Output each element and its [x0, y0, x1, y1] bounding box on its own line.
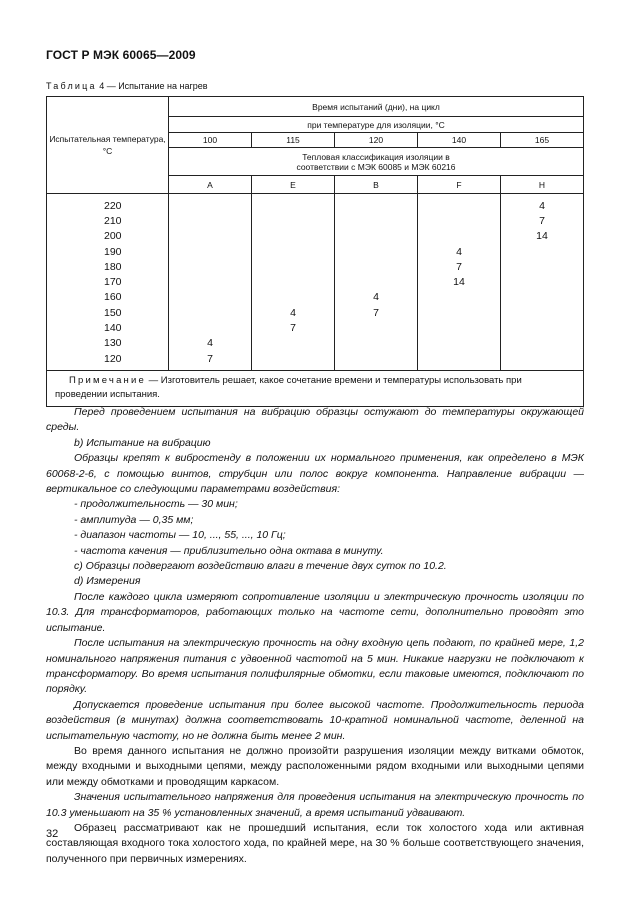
data-cell: 14 [501, 229, 584, 244]
sub-header: при температуре для изоляции, °С [169, 117, 584, 133]
temp-cell: 210 [47, 213, 169, 228]
data-cell [335, 229, 418, 244]
paragraph: Перед проведением испытания на вибрацию образцы остужают до температуры окружающей среды. [46, 406, 584, 434]
subsection-heading: b) Испытание на вибрацию [74, 436, 211, 449]
data-cell [169, 244, 252, 259]
paragraph: Значения испытательного напряжения для проведения испытания на электрическую прочность по 10.3 уменьшают на 35 % установленных значений, а время испытаний удваивают. [46, 791, 584, 819]
data-cell [252, 290, 335, 305]
temp-cell: 120 [47, 351, 169, 371]
table-note [47, 371, 584, 407]
data-cell [418, 336, 501, 351]
heating-test-table [46, 96, 584, 407]
paragraph: Образцы крепят к вибростенду в положении их нормального применения, как определено в МЭК 60068-2-6, с помощью винтов, струбцин или полос вокруг компонента. Направление вибрации — вертикальное со следующими параметрами воздействия: [46, 452, 584, 496]
page-number: 32 [46, 828, 59, 840]
note-label: Примечание [69, 375, 146, 387]
temp-header-cell: 115 [252, 133, 335, 148]
data-cell [418, 351, 501, 371]
temp-cell: 180 [47, 259, 169, 274]
temp-cell: 130 [47, 336, 169, 351]
data-cell: 14 [418, 274, 501, 289]
temp-cell: 170 [47, 274, 169, 289]
data-cell [252, 213, 335, 228]
top-header: Время испытаний (дни), на цикл [169, 97, 584, 117]
data-cell [335, 244, 418, 259]
data-cell [501, 351, 584, 371]
data-cell: 4 [501, 194, 584, 214]
paragraph: После испытания на электрическую прочность на одну входную цепь подают, по крайней мере, 1,2 номинального напряжения питания с удвоенной частотой на 5 мин. Никакие нагрузки не подключают к трансформатору. Во время испытания полифилярные обмотки, если таковые имеются, подключают по порядку. [46, 637, 584, 696]
data-cell [169, 290, 252, 305]
class-header-cell: H [501, 176, 584, 194]
data-cell [335, 213, 418, 228]
temp-cell: 140 [47, 320, 169, 335]
list-item: - диапазон частоты — 10, ..., 55, ..., 10 Гц; [74, 529, 286, 542]
paragraph: c) Образцы подвергают воздействию влаги в течение двух суток по 10.2. [74, 560, 447, 573]
data-cell [501, 259, 584, 274]
data-cell [169, 320, 252, 335]
data-cell [169, 274, 252, 289]
data-cell: 7 [418, 259, 501, 274]
temp-cell: 220 [47, 194, 169, 214]
data-cell [335, 320, 418, 335]
data-cell [501, 320, 584, 335]
data-cell [501, 274, 584, 289]
data-cell [169, 305, 252, 320]
temp-header-cell: 120 [335, 133, 418, 148]
data-cell [335, 351, 418, 371]
class-header-cell: B [335, 176, 418, 194]
data-cell [252, 194, 335, 214]
temp-header-cell: 100 [169, 133, 252, 148]
temp-cell: 190 [47, 244, 169, 259]
row-header: Испытательная температура, °С [49, 134, 166, 156]
data-cell: 7 [169, 351, 252, 371]
data-cell [335, 194, 418, 214]
data-cell [418, 305, 501, 320]
data-cell [169, 259, 252, 274]
list-item: - амплитуда — 0,35 мм; [74, 513, 194, 526]
note-text: — Изготовитель решает, какое сочетание времени и температуры использовать при проведении испытания. [55, 375, 522, 401]
table-caption [46, 81, 208, 91]
paragraph: После каждого цикла измеряют сопротивление изоляции и электрическую прочность изоляции по 10.3. Для трансформаторов, работающих только на частоте сети, дополнительно проводят это испытание. [46, 590, 584, 634]
temp-cell: 200 [47, 229, 169, 244]
data-cell [252, 244, 335, 259]
data-cell: 4 [252, 305, 335, 320]
data-cell [252, 274, 335, 289]
data-cell [418, 213, 501, 228]
data-cell [501, 290, 584, 305]
data-cell: 4 [418, 244, 501, 259]
list-item: - продолжительность — 30 мин; [74, 498, 238, 511]
subsection-heading: d) Измерения [74, 575, 141, 588]
table-caption-label: Таблица [46, 81, 97, 91]
temp-header-cell: 140 [418, 133, 501, 148]
data-cell: 4 [169, 336, 252, 351]
document-header: ГОСТ Р МЭК 60065—2009 [46, 48, 196, 62]
data-cell [252, 336, 335, 351]
data-cell [335, 274, 418, 289]
paragraph: Допускается проведение испытания при более высокой частоте. Продолжительность периода воздействия (в минутах) должна соответствовать 10-кратной номинальной частоте, деленной на испытательную частоту, но не должна быть менее 2 мин. [46, 698, 584, 742]
data-cell [501, 244, 584, 259]
class-header: Тепловая классификация изоляции в соответствии с МЭК 60085 и МЭК 60216 [169, 148, 584, 176]
data-cell [169, 229, 252, 244]
data-cell [418, 194, 501, 214]
data-cell [501, 305, 584, 320]
data-cell [169, 213, 252, 228]
data-cell [501, 336, 584, 351]
paragraph: Во время данного испытания не должно произойти разрушения изоляции между витками обмоток, между входными и выходными цепями, между расположенными рядом входными или выходными цепями или между обмотками и проводящим каркасом. [46, 744, 584, 788]
table-caption-text: 4 — Испытание на нагрев [96, 81, 208, 91]
data-cell [335, 336, 418, 351]
data-cell: 7 [252, 320, 335, 335]
row-header-cell [47, 97, 169, 194]
data-cell: 7 [501, 213, 584, 228]
paragraph: Образец рассматривают как не прошедший испытания, если ток холостого хода или активная составляющая входного тока холостого хода, по крайней мере, на 30 % больше соответствующего значения, полученного при первичных измерениях. [46, 821, 584, 865]
data-cell: 4 [335, 290, 418, 305]
data-cell [418, 290, 501, 305]
class-header-cell: E [252, 176, 335, 194]
temp-header-cell: 165 [501, 133, 584, 148]
temp-cell: 160 [47, 290, 169, 305]
body-text [46, 405, 584, 867]
data-cell: 7 [335, 305, 418, 320]
class-header-cell: F [418, 176, 501, 194]
data-cell [252, 229, 335, 244]
data-cell [418, 320, 501, 335]
temp-cell: 150 [47, 305, 169, 320]
data-cell [252, 259, 335, 274]
data-cell [169, 194, 252, 214]
data-cell [252, 351, 335, 371]
class-header-cell: A [169, 176, 252, 194]
data-cell [418, 229, 501, 244]
list-item: - частота качения — приблизительно одна октава в минуту. [74, 544, 384, 557]
data-cell [335, 259, 418, 274]
